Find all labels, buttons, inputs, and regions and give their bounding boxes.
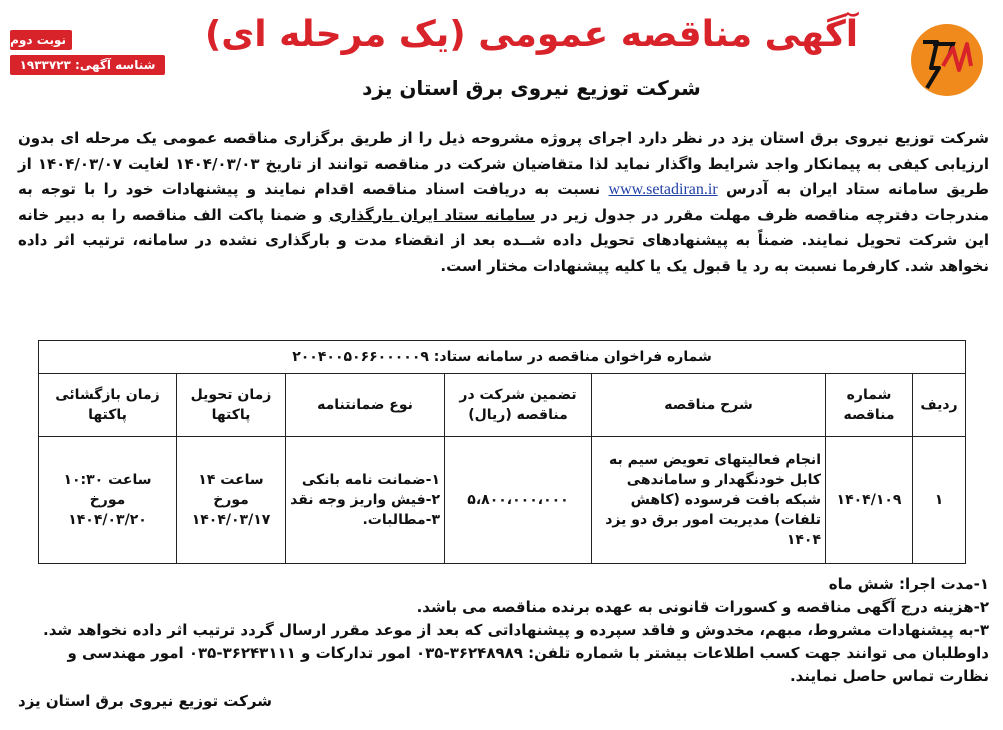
ad-id-badge: شناسه آگهی: ۱۹۳۳۷۲۳ [10,55,165,75]
intro-text-1: شرکت توزیع نیروی برق استان یزد در نظر دارد اجرای پروژه مشروحه ذیل را از طریق برگزاری مناقصه عمومی یک مرحله ای بدون ارزیابی کیفی به پیمانکار واجد شرایط واگذار نماید لذا متقاضیان شرکت در مناقصه توانند از تاریخ ۱۴۰۴/۰۳/۰۳ لغایت ۱۴۰۴/۰۳/۰۷ از طریق سامانه ستاد ایران به آدرس [18,129,990,198]
opening-label: مورخ [89,492,126,508]
cell-tender-number: ۱۴۰۴/۱۰۹ [826,437,913,564]
header-delivery-time: زمان تحویل پاکتها [177,374,286,437]
opening-hour: ساعت ۱۰:۳۰ [63,472,152,488]
header-guarantee-type: نوع ضمانتنامه [286,374,445,437]
table-caption-row [39,341,966,374]
cell-description: انجام فعالیتهای تعویض سیم به کابل خودنگهدار و ساماندهی شبکه بافت فرسوده (کاهش تلفات) مدیریت امور برق دو یزد ۱۴۰۴ [592,437,826,564]
round-badge: نوبت دوم [10,30,72,50]
header-row-index: ردیف [913,374,966,437]
guarantee-type-3: ۳-مطالبات. [362,512,440,528]
cell-delivery-time [177,437,286,564]
header-tender-number: شماره مناقصه [826,374,913,437]
notes-section [18,573,989,713]
intro-text-2: نسبت به دریافت اسناد مناقصه اقدام نمایند و پیشنهادات خود را با توجه به مندرجات دفترچه مناقصه ظرف مهلت مقرر در جدول زیر در [18,180,989,224]
table-row [39,437,966,564]
cell-opening-time [39,437,177,564]
note-contact: داوطلبان می توانند جهت کسب اطلاعات بیشتر با شماره تلفن: ۳۶۲۴۸۹۸۹-۰۳۵ امور تدارکات و ۳۶۲۴۳۱۱۱-۰۳۵ امور مهندسی و نظارت تماس حاصل نمایند. [67,644,989,685]
tender-table [38,340,966,564]
notice-title: آگهی مناقصه عمومی (یک مرحله ای) [204,14,859,55]
header-description: شرح مناقصه [592,374,826,437]
table-header-row [39,374,966,437]
intro-text-3: و ضمنا پاکت الف مناقصه را به دبیر خانه این شرکت تحویل نمایند. ضمناً به پیشنهادهای تحویل داده شــده بعد از انقضاء مدت و بارگذاری نشده در سامانه، ترتیب اثر داده نخواهد شد. کارفرما نسبت به رد یا قبول یک یا کلیه پیشنهادات مختار است. [18,205,989,275]
electricity-company-logo-icon [909,22,985,98]
delivery-date: ۱۴۰۴/۰۳/۱۷ [191,512,271,528]
delivery-label: مورخ [213,492,249,508]
company-name: شرکت توزیع نیروی برق استان یزد [362,76,701,100]
note-3: ۳-به پیشنهادات مشروط، مبهم، مخدوش و فاقد سپرده و پیشنهاداتی که بعد از موعد مقرر ارسال گردد ترتیب اثر داده نخواهد شد. [43,621,989,639]
badge-group [10,30,165,80]
cell-guarantee-type [286,437,445,564]
header-opening-time: زمان بازگشائی پاکتها [39,374,177,437]
delivery-hour: ساعت ۱۴ [198,472,264,488]
note-1: ۱-مدت اجرا: شش ماه [828,575,989,593]
guarantee-type-1: ۱-ضمانت نامه بانکی [301,472,440,488]
intro-paragraph [18,126,989,279]
call-number: شماره فراخوان مناقصه در سامانه ستاد: ۲۰۰۴۰۰۵۰۶۶۰۰۰۰۰۹ [39,341,966,374]
signature: شرکت توزیع نیروی برق استان یزد [18,692,272,710]
cell-guarantee: ۵،۸۰۰،۰۰۰،۰۰۰ [445,437,592,564]
opening-date: ۱۴۰۴/۰۳/۲۰ [68,512,147,528]
setadiran-link[interactable]: www.setadiran.ir [608,181,718,198]
header-guarantee: تضمین شرکت در مناقصه (ریال) [445,374,592,437]
cell-row-index: ۱ [913,437,966,564]
intro-underlined-text: سامانه ستاد ایران بارگذاری [328,205,536,224]
guarantee-type-2: ۲-فیش واریز وجه نقد [290,492,440,508]
note-2: ۲-هزینه درج آگهی مناقصه و کسورات قانونی به عهده برنده مناقصه می باشد. [416,598,989,616]
